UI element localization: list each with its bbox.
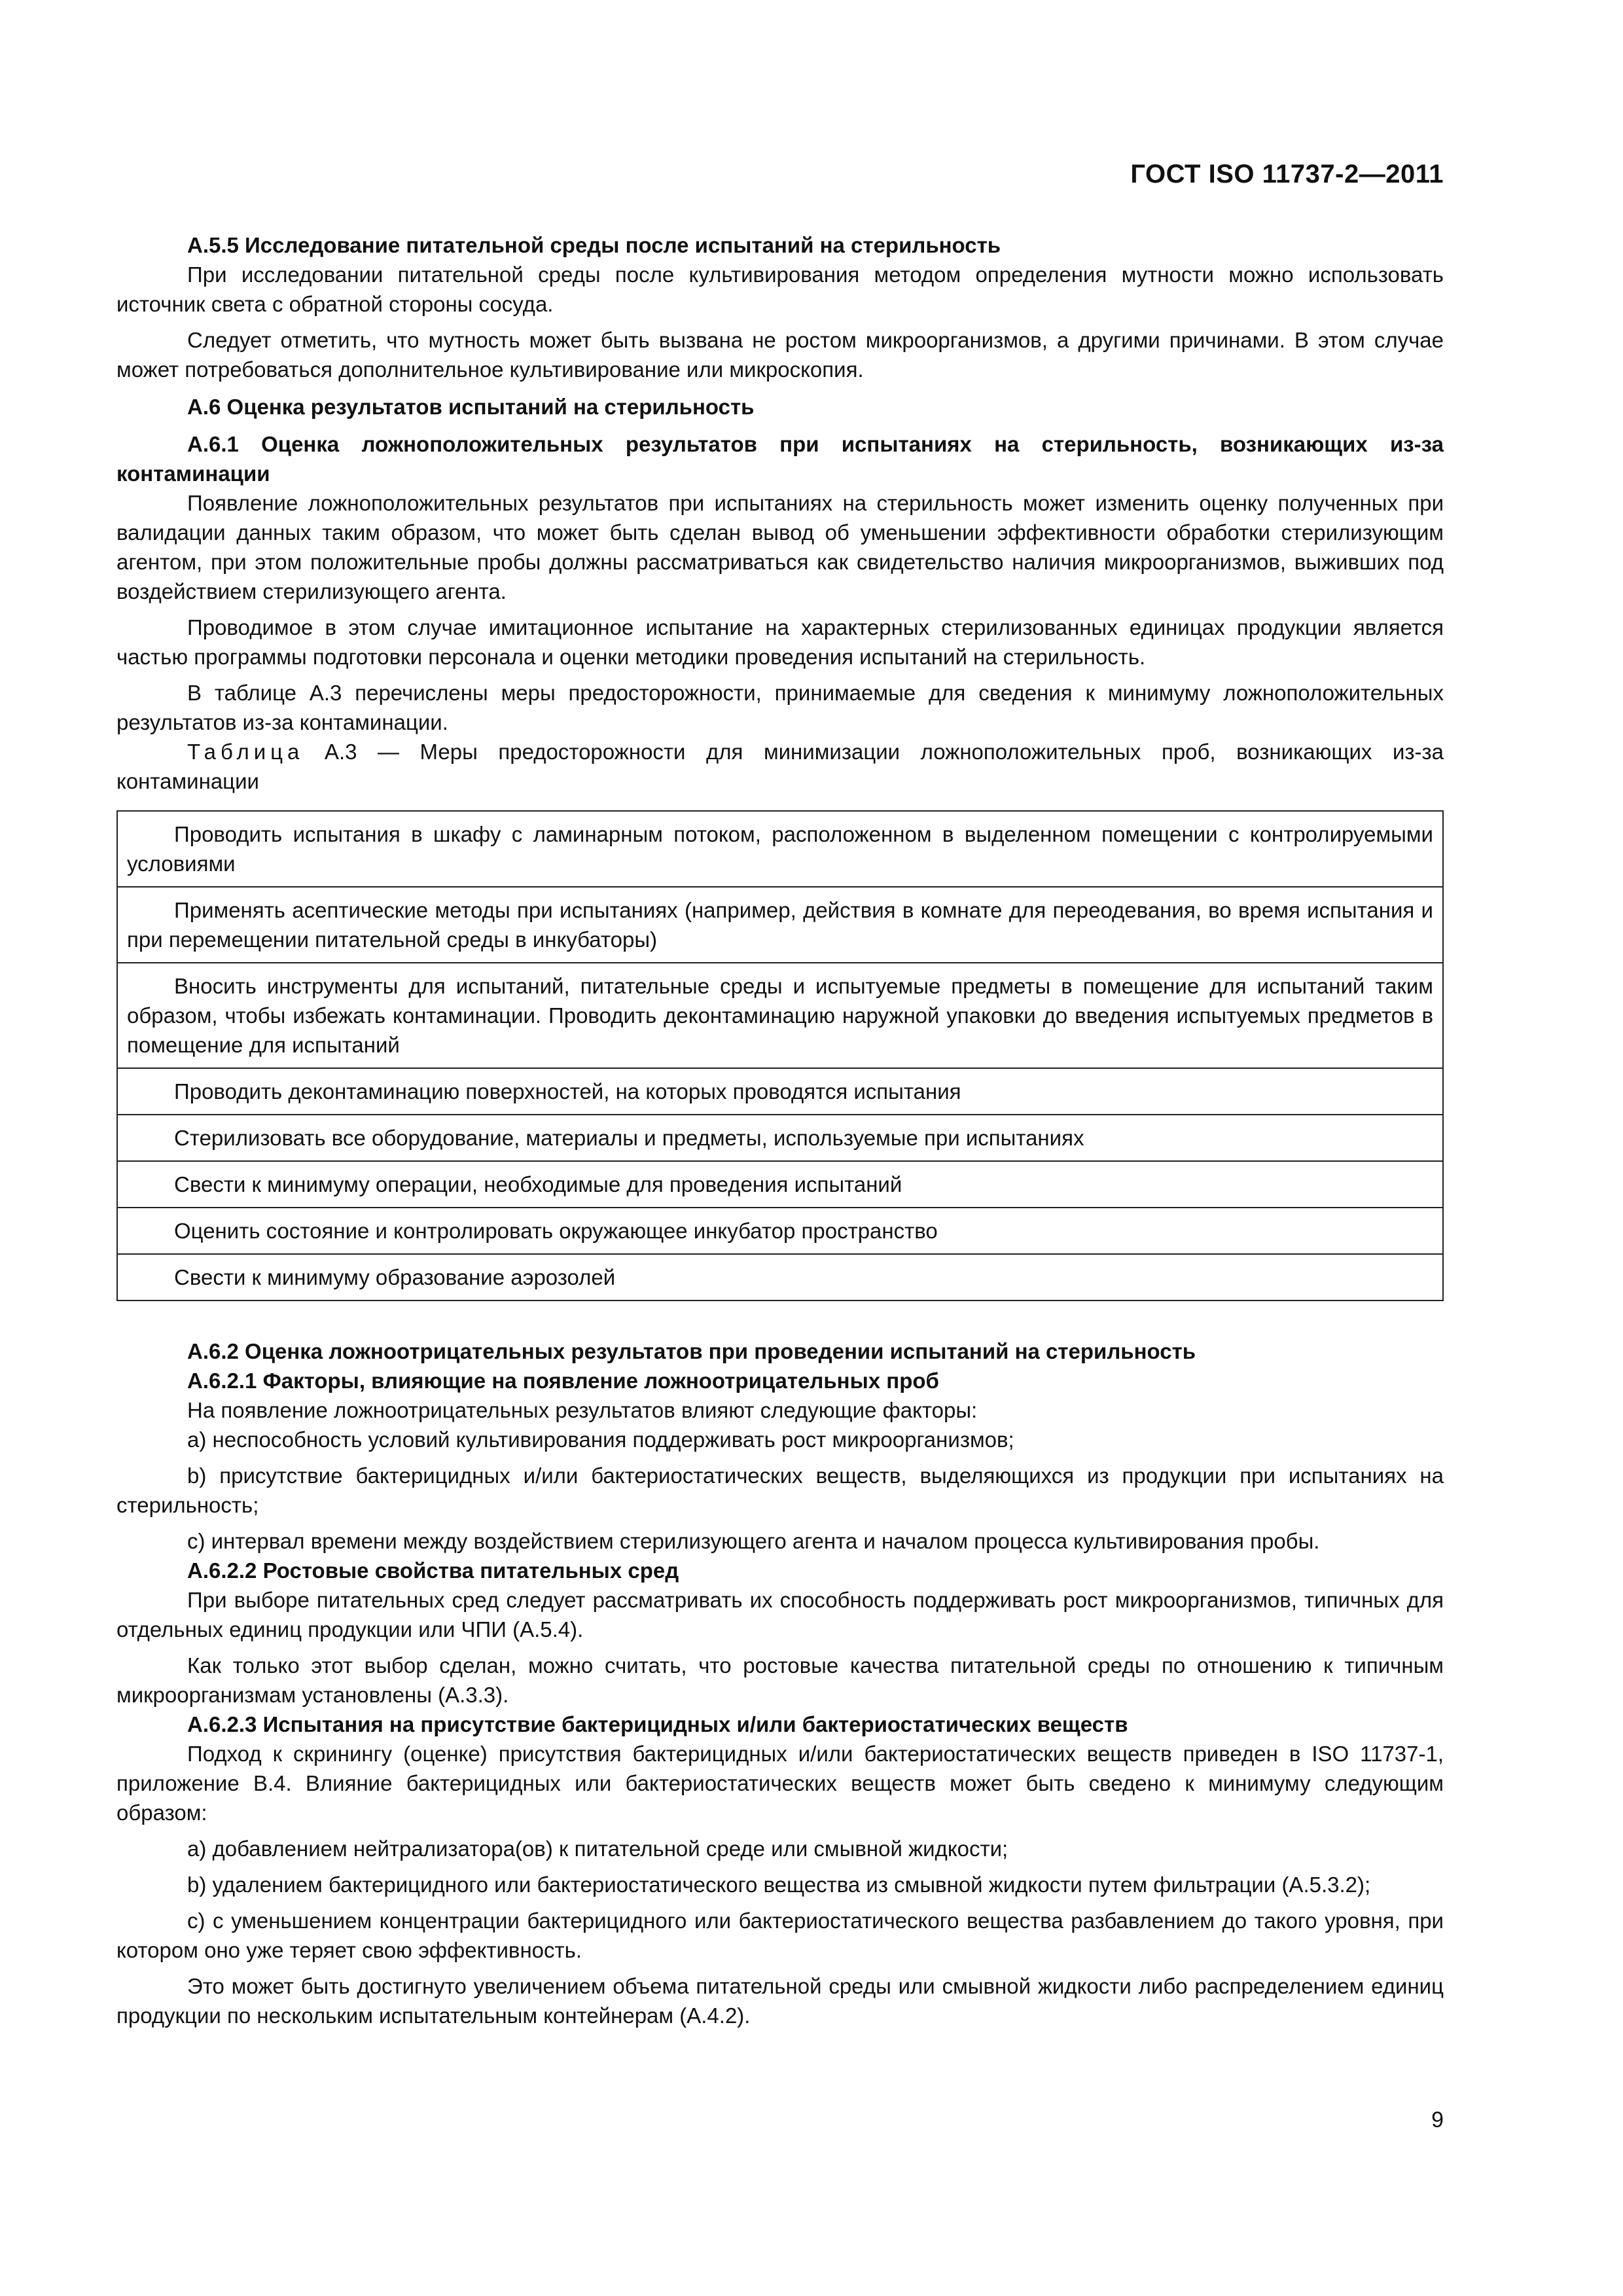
table-cell: Оценить состояние и контролировать окружающее инкубатор пространство bbox=[117, 1208, 1443, 1254]
section-a621-item-a: а) неспособность условий культивирования поддерживать рост микроорганизмов; bbox=[187, 1427, 1014, 1452]
table-cell: Проводить испытания в шкафу с ламинарным потоком, расположенном в выделенном помещении с контролируемыми условиями bbox=[117, 811, 1443, 887]
section-a55-paragraph-2: Следует отметить, что мутность может быть вызвана не ростом микроорганизмов, а другими причинами. В этом случае может потребоваться дополнительное культивирование или микроскопия. bbox=[116, 328, 1444, 382]
section-a61-paragraph-2: Проводимое в этом случае имитационное испытание на характерных стерилизованных единицах продукции является частью программы подготовки персонала и оценки методики проведения испытаний на стерильность. bbox=[116, 615, 1444, 669]
section-a623-paragraph-2: Это может быть достигнуто увеличением объема питательной среды или смывной жидкости либо распределением единиц продукции по нескольким испытательным контейнерам (А.4.2). bbox=[116, 1974, 1444, 2028]
table-row bbox=[117, 963, 1443, 1068]
table-row bbox=[117, 1068, 1443, 1115]
section-a6-heading: А.6 Оценка результатов испытаний на стерильность bbox=[187, 395, 755, 419]
table-cell: Свести к минимуму образование аэрозолей bbox=[117, 1254, 1443, 1300]
section-a623-item-c: с) с уменьшением концентрации бактерицидного или бактериостатического вещества разбавлением до такого уровня, при котором оно уже теряет свою эффективность. bbox=[116, 1909, 1444, 1962]
table-caption-text: А.3 — Меры предосторожности для минимизации ложноположительных проб, возникающих из-за контаминации bbox=[116, 740, 1444, 793]
section-a621-item-b: b) присутствие бактерицидных и/или бактериостатических веществ, выделяющихся из продукции при испытаниях на стерильность; bbox=[116, 1463, 1444, 1517]
section-a623-heading: А.6.2.3 Испытания на присутствие бактерицидных и/или бактериостатических веществ bbox=[187, 1712, 1128, 1736]
table-caption-word: Таблица bbox=[187, 740, 304, 764]
section-a623-paragraph-1: Подход к скринингу (оценке) присутствия бактерицидных и/или бактериостатических веществ приведен в ISO 11737-1, приложение В.4. Влияние бактерицидных или бактериостатических веществ может быть сведено к минимуму следующим образом: bbox=[116, 1742, 1444, 1825]
section-a622-heading: А.6.2.2 Ростовые свойства питательных сред bbox=[187, 1558, 679, 1583]
page-number: 9 bbox=[1431, 2108, 1444, 2132]
section-a621-heading: А.6.2.1 Факторы, влияющие на появление ложноотрицательных проб bbox=[187, 1369, 939, 1393]
section-a55-heading: А.5.5 Исследование питательной среды после испытаний на стерильность bbox=[187, 233, 1001, 257]
section-a55-paragraph-1: При исследовании питательной среды после культивирования методом определения мутности можно использовать источник света с обратной стороны сосуда. bbox=[116, 262, 1444, 316]
standard-code: ГОСТ ISO 11737-2—2011 bbox=[1130, 160, 1444, 188]
table-row bbox=[117, 1115, 1443, 1161]
section-a621-item-c: с) интервал времени между воздействием стерилизующего агента и началом процесса культивирования пробы. bbox=[187, 1529, 1320, 1553]
table-row bbox=[117, 1254, 1443, 1300]
table-cell: Свести к минимуму операции, необходимые для проведения испытаний bbox=[117, 1161, 1443, 1208]
table-cell: Вносить инструменты для испытаний, питательные среды и испытуемые предметы в помещение для испытаний таким образом, чтобы избежать контаминации. Проводить деконтаминацию наружной упаковки до введения испытуемых предметов в помещение для испытаний bbox=[117, 963, 1443, 1068]
table-row bbox=[117, 1208, 1443, 1254]
section-a623-item-a: а) добавлением нейтрализатора(ов) к питательной среде или смывной жидкости; bbox=[187, 1837, 1008, 1861]
section-a622-paragraph-2: Как только этот выбор сделан, можно считать, что ростовые качества питательной среды по отношению к типичным микроорганизмам установлены (А.3.3). bbox=[116, 1653, 1444, 1707]
table-a3-caption bbox=[116, 737, 1444, 796]
precautions-table bbox=[116, 810, 1444, 1301]
section-a61-paragraph-3: В таблице А.3 перечислены меры предосторожности, принимаемые для сведения к минимуму ложноположительных результатов из-за контаминации. bbox=[116, 681, 1444, 734]
table-row bbox=[117, 811, 1443, 887]
section-a622-paragraph-1: При выборе питательных сред следует рассматривать их способность поддерживать рост микроорганизмов, типичных для отдельных единиц продукции или ЧПИ (А.5.4). bbox=[116, 1588, 1444, 1641]
section-a621-paragraph-1: На появление ложноотрицательных результатов влияют следующие факторы: bbox=[187, 1398, 978, 1422]
section-a61-paragraph-1: Появление ложноположительных результатов при испытаниях на стерильность может изменить оценку полученных при валидации данных таким образом, что может быть сделан вывод об уменьшении эффективности обработки стерилизующим агентом, при этом положительные пробы должны рассматриваться как свидетельство наличия микроорганизмов, выживших под воздействием стерилизующего агента. bbox=[116, 491, 1444, 603]
table-cell: Стерилизовать все оборудование, материалы и предметы, используемые при испытаниях bbox=[117, 1115, 1443, 1161]
table-cell: Применять асептические методы при испытаниях (например, действия в комнате для переодевания, во время испытания и при перемещении питательной среды в инкубаторы) bbox=[117, 887, 1443, 963]
table-cell: Проводить деконтаминацию поверхностей, на которых проводятся испытания bbox=[117, 1068, 1443, 1115]
section-a62-heading: А.6.2 Оценка ложноотрицательных результатов при проведении испытаний на стерильность bbox=[187, 1339, 1196, 1363]
section-a61-heading: А.6.1 Оценка ложноположительных результатов при испытаниях на стерильность, возникающих из-за контаминации bbox=[116, 432, 1444, 486]
section-a623-item-b: b) удалением бактерицидного или бактериостатического вещества из смывной жидкости путем фильтрации (А.5.3.2); bbox=[187, 1873, 1371, 1897]
table-row bbox=[117, 1161, 1443, 1208]
document-body bbox=[116, 230, 1444, 2030]
document-page bbox=[116, 0, 1444, 2296]
table-row bbox=[117, 887, 1443, 963]
